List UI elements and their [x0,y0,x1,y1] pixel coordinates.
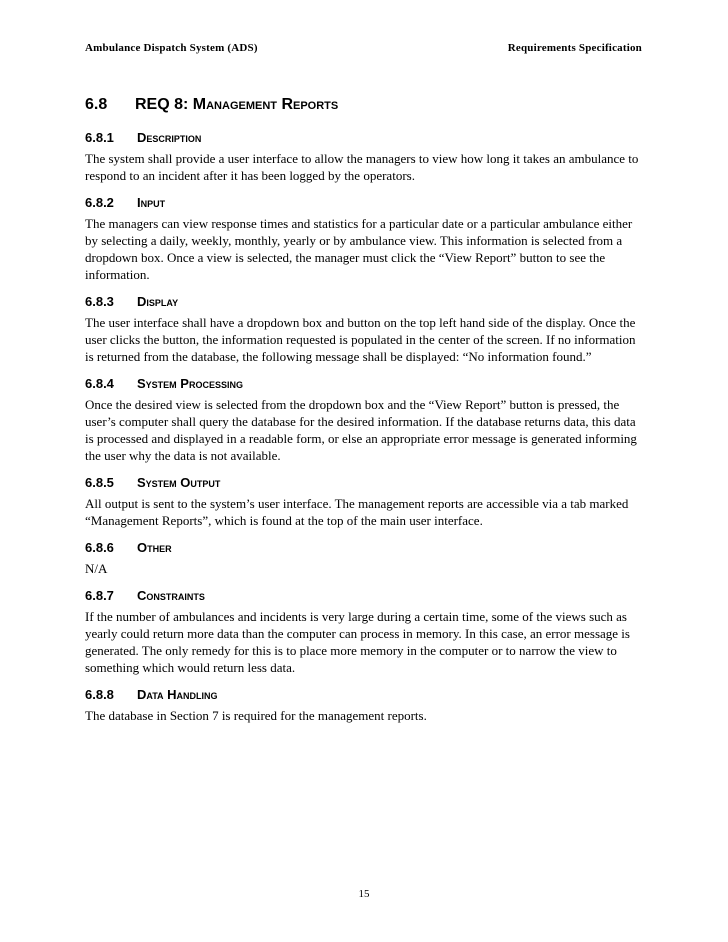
subsection-heading [85,539,642,556]
subsection-body: The user interface shall have a dropdown box and button on the top left hand side of the display. Once the user clicks the button, the information requested is populated in the center of the screen. If no information is returned from the database, the following message shall be displayed: “No information found.” [85,315,636,364]
page-content [85,95,642,734]
subsection-number: 6.8.6 [85,540,114,555]
header-document-type: Requirements Specification [507,42,642,54]
page-number: 15 [358,888,370,900]
section-heading [85,95,642,115]
subsection-body: If the number of ambulances and incidents is very large during a certain time, some of the views such as yearly could return more data than the computer can process in memory. In this case, an error message is generated. The only remedy for this is to place more memory in the computer or to narrow the view to something which would return less data. [85,609,630,675]
subsection-body: All output is sent to the system’s user interface. The management reports are accessible via a tab marked “Management Reports”, which is found at the top of the main user interface. [85,496,629,528]
subsection-system-output [85,474,642,529]
subsection-description [85,129,642,184]
subsection-title: Constraints [137,588,205,603]
subsection-number: 6.8.2 [85,195,114,210]
subsection-number: 6.8.4 [85,376,114,391]
subsection-title: Data Handling [137,687,218,702]
subsection-heading [85,474,642,491]
subsection-number: 6.8.7 [85,588,114,603]
section-number: 6.8 [85,96,108,113]
subsection-number: 6.8.5 [85,475,114,490]
subsection-heading [85,293,642,310]
subsection-other [85,539,642,577]
subsection-number: 6.8.3 [85,294,114,309]
subsection-constraints [85,587,642,676]
running-header [85,42,642,54]
subsection-heading [85,194,642,211]
subsection-body: The managers can view response times and statistics for a particular date or a particular ambulance either by selecting a daily, weekly, monthly, yearly or by ambulance view. This information is selected from a dropdown box. Once a view is selected, the manager must click the “View Report” button to see the information. [85,216,633,282]
subsection-title: Other [137,540,172,555]
subsection-number: 6.8.8 [85,687,114,702]
subsection-heading [85,375,642,392]
subsection-heading [85,129,642,146]
header-document-title: Ambulance Dispatch System (ADS) [85,42,258,54]
subsection-body: The database in Section 7 is required for the management reports. [85,708,427,723]
subsection-body: The system shall provide a user interface to allow the managers to view how long it takes an ambulance to respond to an incident after it has been logged by the operators. [85,151,639,183]
subsection-title: Input [137,195,166,210]
subsection-system-processing [85,375,642,464]
subsection-title: System Processing [137,376,243,391]
subsection-display [85,293,642,365]
subsection-body: N/A [85,561,108,576]
subsection-body: Once the desired view is selected from the dropdown box and the “View Report” button is pressed, the user’s computer shall query the database for the desired information. If the database returns data, this data is processed and displayed in a readable form, or else an appropriate error message is generated informing the user why the data is not available. [85,397,637,463]
subsection-title: System Output [137,475,221,490]
subsection-title: Description [137,130,202,145]
subsection-input [85,194,642,283]
subsection-heading [85,686,642,703]
subsection-title: Display [137,294,179,309]
section-title: REQ 8: Management Reports [135,96,339,113]
subsection-heading [85,587,642,604]
subsection-data-handling [85,686,642,724]
subsection-number: 6.8.1 [85,130,114,145]
